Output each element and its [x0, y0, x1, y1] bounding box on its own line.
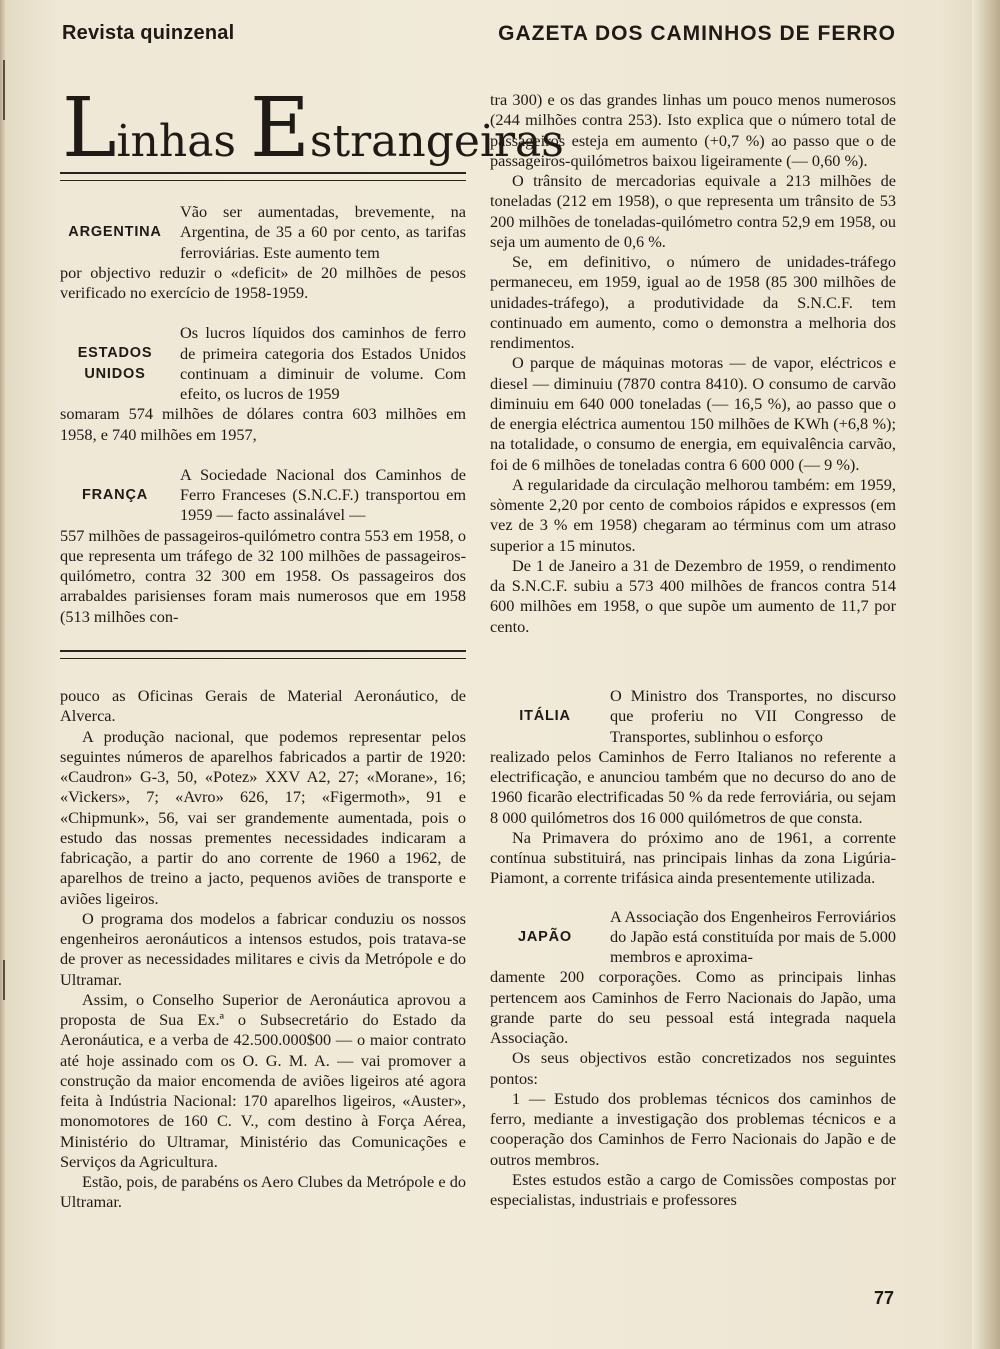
page-binding-left [0, 0, 6, 1349]
article-title [58, 81, 564, 176]
header-right: GAZETA DOS CAMINHOS DE FERRO [498, 22, 896, 45]
section-italia [490, 686, 896, 889]
header-left: Revista quinzenal [62, 22, 235, 44]
paragraph: A produção nacional, que podemos representar pelos seguintes números de aparelhos fabricados a partir de 1920: «Caudron» G-3, 50, «Potez» XXV A2, 27; «Morane», 16; «Vickers», 7; «Avro» 626, 17; «Figermoth», 91 e «Chipmunk», 56, vai ser grandemente aumentada, pois o estudo das nossas prementes necessidades indicaram a fabricação, a partir do ano corrente de 1960 a 1962, de aparelhos de treino a jacto, pequenos aviões de transporte e aviões ligeiros. [60, 726, 466, 908]
paragraph: Os seus objectivos estão concretizados nos seguintes pontos: [490, 1048, 896, 1088]
paragraph: A Sociedade Nacional dos Caminhos de Ferro Franceses (S.N.C.F.) transportou em 1959 — facto assinalável — [180, 464, 466, 525]
section-argentina [60, 202, 466, 303]
paragraph: Vão ser aumentadas, brevemente, na Argentina, de 35 a 60 por cento, as tarifas ferroviárias. Este aumento tem [180, 202, 466, 262]
column-right-bottom [490, 686, 896, 1210]
paragraph: A regularidade da circulação melhorou também: em 1959, sòmente 2,20 por cento de comboios rápidos e expressos (em vez de 3 % em 1958) chegaram ao términus com um atraso superior a 15 minutos. [490, 474, 896, 555]
title-word-2: strangeiras [309, 116, 564, 167]
column-left-top [60, 202, 466, 627]
margin-mark [3, 60, 5, 120]
paragraph: damente 200 corporações. Como as principais linhas pertencem aos Caminhos de Ferro Nacionais do Japão, uma grande parte do seu pessoal está integrada naquela Associação. [490, 967, 896, 1047]
paragraph: Assim, o Conselho Superior de Aeronáutica aprovou a proposta de Sua Ex.ª o Subsecretário do Estado da Aeronáutica, e a verba de 42.500.000$00 — o maior contrato até hoje assinado com os O. G. M. A. — vai promover a construção da maior encomenda de aviões ligeiros até agora feita à Indústria Nacional: 170 aparelhos ligeiros, «Auster», monomotores de 160 C. V., com destino à Força Aérea, Ministério do Ultramar, Ministério das Comunicações e Serviços da Agricultura. [60, 989, 466, 1171]
section-label-argentina: ARGENTINA [68, 224, 162, 240]
section-label-estados-unidos [60, 323, 170, 384]
paragraph: Estes estudos estão a cargo de Comissões compostas por especialistas, industriais e professores [490, 1169, 896, 1209]
paragraph: O Ministro dos Transportes, no discurso que proferiu no VII Congresso de Transportes, sublinhou o esforço [610, 686, 896, 746]
column-right-top [490, 90, 896, 637]
paragraph: O programa dos modelos a fabricar conduziu os nossos engenheiros aeronáuticos a intensos estudos, pois tratava-se de prover as necessidades militares e civis da Metrópole e do Ultramar. [60, 908, 466, 989]
section-franca [60, 465, 466, 627]
title-initial-1: L [62, 81, 117, 176]
section-label-italia: ITÁLIA [519, 708, 571, 724]
section-label-japao: JAPÃO [518, 928, 572, 945]
title-word-1: inhas [116, 116, 237, 167]
paragraph: realizado pelos Caminhos de Ferro Italianos no referente a electrificação, e anunciou também que no decurso do ano de 1960 ficarão electrificadas 50 % da rede ferroviária, ou sejam 8 000 quilómetros dos 16 000 quilómetros de que consta. [490, 746, 896, 827]
paragraph: O trânsito de mercadorias equivale a 213 milhões de toneladas (212 em 1958), o que representa um trânsito de 53 200 milhões de toneladas-quilómetro contra 52,9 em 1958, ou seja um aumento de 0,6 %. [490, 171, 896, 251]
paragraph: A Associação dos Engenheiros Ferroviários do Japão está constituída por mais de 5.000 membros e aproxima- [610, 906, 896, 966]
section-japao [490, 907, 896, 1211]
section-label-franca: FRANÇA [81, 486, 148, 503]
paragraph: Os lucros líquidos dos caminhos de ferro de primeira categoria dos Estados Unidos continuam a diminuir de volume. Com efeito, os lucros de 1959 [180, 323, 466, 403]
section-estados-unidos [60, 323, 466, 445]
paragraph: somaram 574 milhões de dólares contra 603 milhões em 1958, e 740 milhões em 1957, [60, 404, 466, 444]
paragraph: O parque de máquinas motoras — de vapor, eléctricos e diesel — diminuiu (7870 contra 8410). O consumo de carvão diminuiu em 640 000 toneladas (— 16,5 %), ao passo que o de energia eléctrica aumentou 150 milhões de KWh (+6,8 %); na totalidade, o consumo de energia, em equivalência carvão, foi de 6 milhões de toneladas contra 6 600 000 (— 9 %). [490, 353, 896, 474]
paragraph: pouco as Oficinas Gerais de Material Aeronáutico, de Alverca. [60, 686, 466, 726]
paragraph: Na Primavera do próximo ano de 1961, a corrente contínua substituirá, nas principais linhas da zona Ligúria-Piamont, a corrente trifásica ainda presentemente utilizada. [490, 827, 896, 888]
title-rule [60, 172, 466, 181]
paragraph: Se, em definitivo, o número de unidades-tráfego permaneceu, em 1959, igual ao de 1958 (85 300 milhões de unidades-tráfego), a produtividade da S.N.C.F. tem continuado em aumento, como o demonstra a melhoria dos rendimentos. [490, 252, 896, 352]
paragraph: 557 milhões de passageiros-quilómetro contra 553 em 1958, o que representa um tráfego de 32 100 milhões de passageiros-quilómetro, contra 32 300 em 1958. Os passageiros dos arrabaldes parisienses foram mais numerosos que em 1958 (513 milhões con- [60, 525, 466, 626]
paragraph: Estão, pois, de parabéns os Aero Clubes da Metrópole e do Ultramar. [60, 1172, 466, 1212]
title-initial-2: E [250, 81, 310, 176]
margin-mark [3, 960, 5, 1000]
page-binding-right [972, 0, 1000, 1349]
label-line: ESTADOS [77, 345, 153, 362]
page-number: 77 [873, 1288, 894, 1308]
article-separator-rule [60, 650, 466, 659]
label-line: UNIDOS [84, 365, 146, 382]
paragraph: De 1 de Janeiro a 31 de Dezembro de 1959, o rendimento da S.N.C.F. subiu a 573 400 milhões de francos contra 514 600 milhões em 1958, o que supõe um aumento de 11,7 por cento. [490, 555, 896, 636]
paragraph: por objectivo reduzir o «deficit» de 20 milhões de pesos verificado no exercício de 1958-1959. [60, 262, 466, 302]
paragraph: 1 — Estudo dos problemas técnicos dos caminhos de ferro, mediante a investigação dos problemas técnicos e a cooperação dos Caminhos de Ferro Nacionais do Japão e de outros membros. [490, 1088, 896, 1169]
column-left-bottom [60, 686, 466, 1213]
paragraph: tra 300) e os das grandes linhas um pouco menos numerosos (244 milhões contra 253). Isto explica que o número total de passageiros esteja em aumento (+0,7 %) ao passo que o de passageiros-quilómetros baixou ligeiramente (— 0,60 %). [490, 90, 896, 170]
